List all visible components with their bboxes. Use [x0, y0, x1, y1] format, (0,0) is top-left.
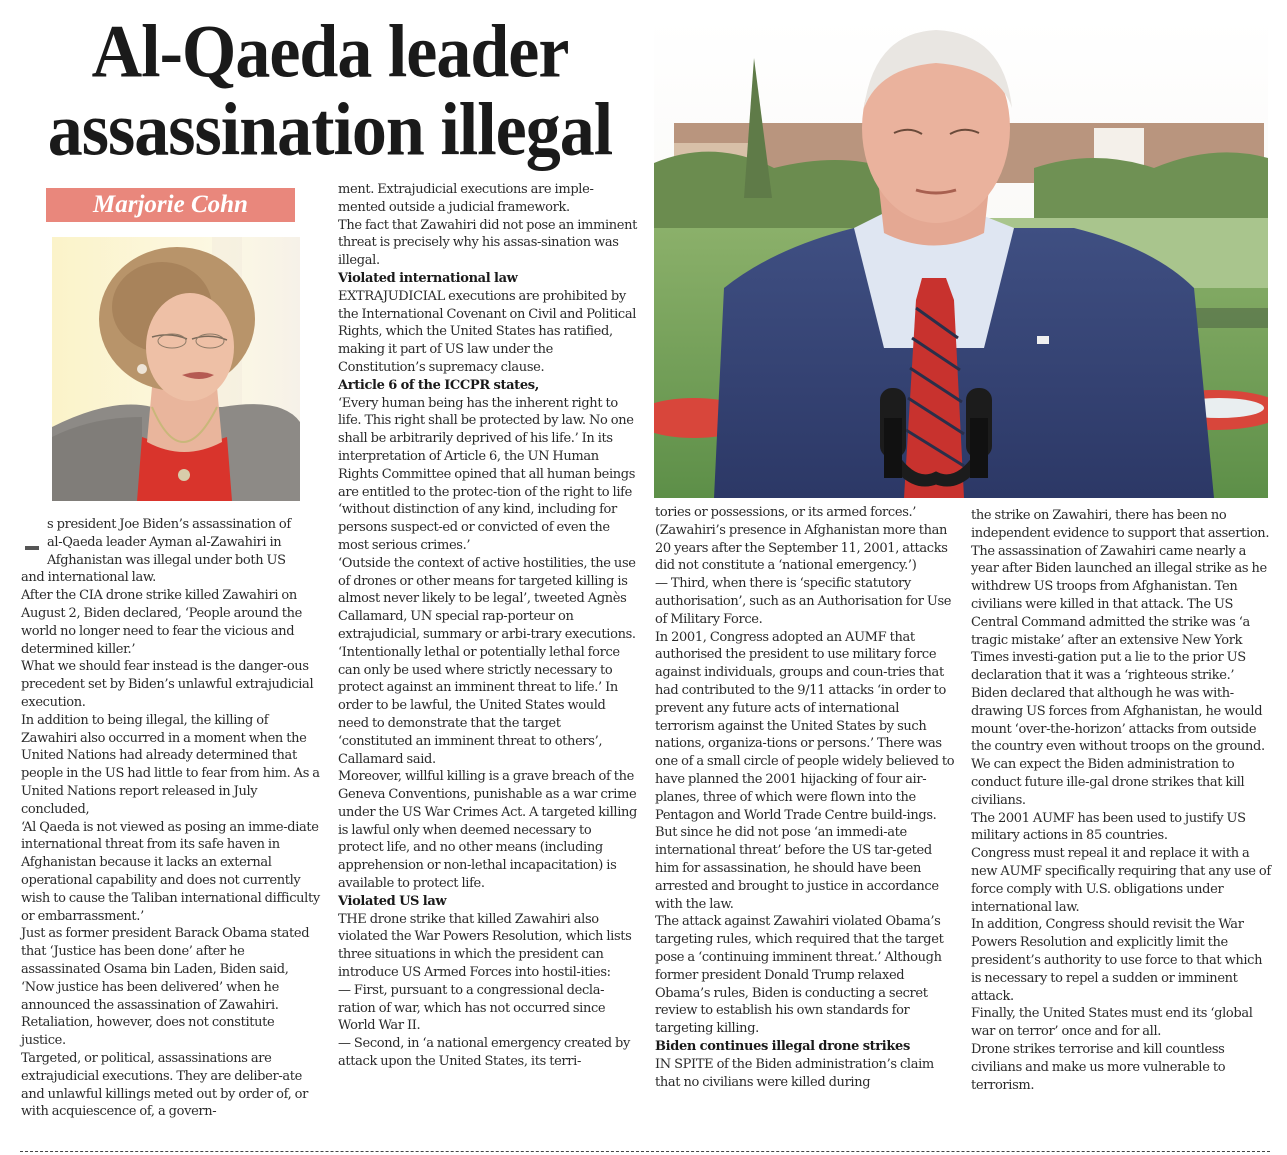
article-column-3 [655, 504, 955, 1091]
paragraph: Moreover, willful killing is a grave breach of the Geneva Conventions, punishable as a war crime under the US War Crimes Act. A targeted killing is lawful only when deemed necessary to protect life, and no other means (including apprehension or non-lethal incapacitation) is available to protect life. [338, 769, 638, 892]
paragraph: In addition, Congress should revisit the War Powers Resolution and explicitly limit the president’s authority to use force to that which is necessary to repel a sudden or imminent attack. [971, 917, 1263, 1004]
lead-line-1: s president Joe Biden’s assassination of [47, 517, 291, 532]
subheading-violated-us-law: Violated US law [338, 893, 447, 909]
paragraph: ‘Every human being has the inherent right to life. This right shall be protected by law. No one shall be arbitrarily deprived of his life.’ In its interpretation of Article 6, the UN Human Rights Committee opined that all human beings are entitled to the protec-tion of the right to life ‘without distinction of any kind, including for persons suspect-ed or convicted of even the most serious crimes.’ [338, 395, 636, 553]
headline-line-2: assassination illegal [47, 88, 613, 172]
article-column-1 [21, 516, 321, 1121]
paragraph: ment. Extrajudicial executions are imple-mented outside a judicial framework. [338, 182, 594, 215]
speaker-at-podium-image [654, 18, 1268, 498]
headline [20, 10, 640, 172]
subheading-violated-international-law: Violated international law [338, 270, 518, 286]
paragraph: Biden declared that although he was with-drawing US forces from Afghanistan, he would mount ‘over-the-horizon’ attacks from outside the country even without troops on the ground. We can expect the Biden administration to conduct future ille-gal drone strikes that kill civilians. [971, 685, 1265, 808]
article-column-4 [971, 507, 1271, 1094]
paragraph: — Second, in ‘a national emergency created by attack upon the United States, its terri- [338, 1036, 631, 1070]
paragraph: Drone strikes terrorise and kill countless civilians and make us more vulnerable to terrorism. [971, 1041, 1226, 1093]
footer-dashed-divider [20, 1151, 1270, 1152]
paragraph: — Third, when there is ‘specific statutory authorisation’, such as an Authorisation for Use of Military Force. [655, 576, 952, 627]
headline-line-1: Al-Qaeda leader [91, 10, 569, 94]
lead-line-4: and international law. [21, 570, 156, 586]
lead-paragraph [21, 516, 321, 587]
paragraph: Just as former president Barack Obama stated that ‘Justice has been done’ after he assassinated Osama bin Laden, Biden said, ‘Now justice has been delivered’ when he announced the assassination of Zawahiri. Retaliation, however, does not constitute justice. [21, 926, 310, 1049]
paragraph: ‘Al Qaeda is not viewed as posing an imme-diate international threat from its safe haven in Afghanistan because it lacks an external operational capability and does not currently wish to cause the Taliban international difficulty or embarrassment.’ [21, 819, 320, 924]
paragraph: — First, pursuant to a congressional decla-ration of war, which has not occurred since World War II. [338, 982, 606, 1034]
paragraph: EXTRAJUDICIAL executions are prohibited by the International Covenant on Civil and Political Rights, which the United States has ratified, making it part of US law under the Constitution’s supremacy clause. [338, 288, 637, 375]
author-byline: Marjorie Cohn [46, 188, 295, 222]
paragraph: Congress must repeal it and replace it with a new AUMF specifically requiring that any use of force comply with U.S. obligations under international law. [971, 846, 1271, 915]
paragraph: The 2001 AUMF has been used to justify US military actions in 85 countries. [971, 810, 1246, 844]
paragraph: the strike on Zawahiri, there has been no independent evidence to support that assertion. [971, 508, 1270, 541]
lead-line-3: Afghanistan was illegal under both US [47, 552, 286, 568]
paragraph: In 2001, Congress adopted an AUMF that authorised the president to use military force against individuals, groups and coun-tries that had contributed to the 9/11 attacks ‘in order to prevent any future acts of international terrorism against the United States by such nations, organiza-tions or persons.’ There was one of a small circle of people widely believed to have planned the 2001 hijacking of four air-planes, three of which were flown into the Pentagon and World Trade Centre build-ings. But since he did not pose ‘an immedi-ate international threat’ before the US tar-geted him for assassination, he should have been arrested and brought to justice in accordance with the law. [655, 629, 955, 912]
paragraph: The fact that Zawahiri did not pose an imminent threat is precisely why his assas-sination was illegal. [338, 217, 638, 269]
author-portrait-image [52, 237, 300, 501]
paragraph: IN SPITE of the Biden administration’s claim that no civilians were killed during [655, 1056, 934, 1090]
lead-line-2: al-Qaeda leader Ayman al-Zawahiri in [47, 534, 282, 550]
author-photo [52, 237, 300, 501]
paragraph: The attack against Zawahiri violated Obama’s targeting rules, which required that the target pose a ‘continuing imminent threat.’ Although former president Donald Trump relaxed Obama’s rules, Biden is conducting a secret review to establish his own standards for targeting killing. [655, 914, 944, 1037]
subheading-biden-continues: Biden continues illegal drone strikes [655, 1038, 910, 1054]
paragraph: THE drone strike that killed Zawahiri also violated the War Powers Resolution, which lists three situations in which the president can introduce US Armed Forces into hostil-ities: [338, 911, 632, 981]
paragraph: ‘Outside the context of active hostilities, the use of drones or other means for targeted killing is almost never likely to be legal’, tweeted Agnès Callamard, UN special rap-porteur on extrajudicial, summary or arbi-trary executions. ‘Intentionally lethal or potentially lethal force can only be used where strictly necessary to protect against an imminent threat to life.’ In order to be lawful, the United States would need to demonstrate that the target ‘constituted an imminent threat to others’, Callamard said. [338, 555, 636, 767]
paragraph: Targeted, or political, assassinations are extrajudicial executions. They are deliber-ate and unlawful killings meted out by order of, or with acquiescence of, a govern- [21, 1050, 309, 1120]
paragraph: In addition to being illegal, the killing of Zawahiri also occurred in a moment when the United Nations had already determined that people in the US had little to fear from him. As a United Nations report released in July concluded, [21, 712, 320, 817]
subheading-article-6: Article 6 of the ICCPR states, [338, 377, 539, 393]
paragraph: What we should fear instead is the danger-ous precedent set by Biden’s unlawful extrajudicial execution. [21, 659, 314, 710]
paragraph: The assassination of Zawahiri came nearly a year after Biden launched an illegal strike as he withdrew US troops from Afghanistan. Ten civilians were killed in that attack. The US Central Command admitted the strike was ‘a tragic mistake’ after an extensive New York Times investi-gation put a lie to the prior US declaration that it was a ‘righteous strike.’ [971, 543, 1267, 684]
article-column-2 [338, 181, 638, 1071]
paragraph: tories or possessions, or its armed forces.’ (Zawahiri’s presence in Afghanistan more than 20 years after the September 11, 2001, attacks did not constitute a ‘national emergency.’) [655, 505, 948, 574]
paragraph: After the CIA drone strike killed Zawahiri on August 2, Biden declared, ‘People around the world no longer need to fear the vicious and determined killer.’ [21, 588, 302, 657]
paragraph: Finally, the United States must end its ‘global war on terror’ once and for all. [971, 1006, 1253, 1040]
main-photo [654, 18, 1268, 498]
